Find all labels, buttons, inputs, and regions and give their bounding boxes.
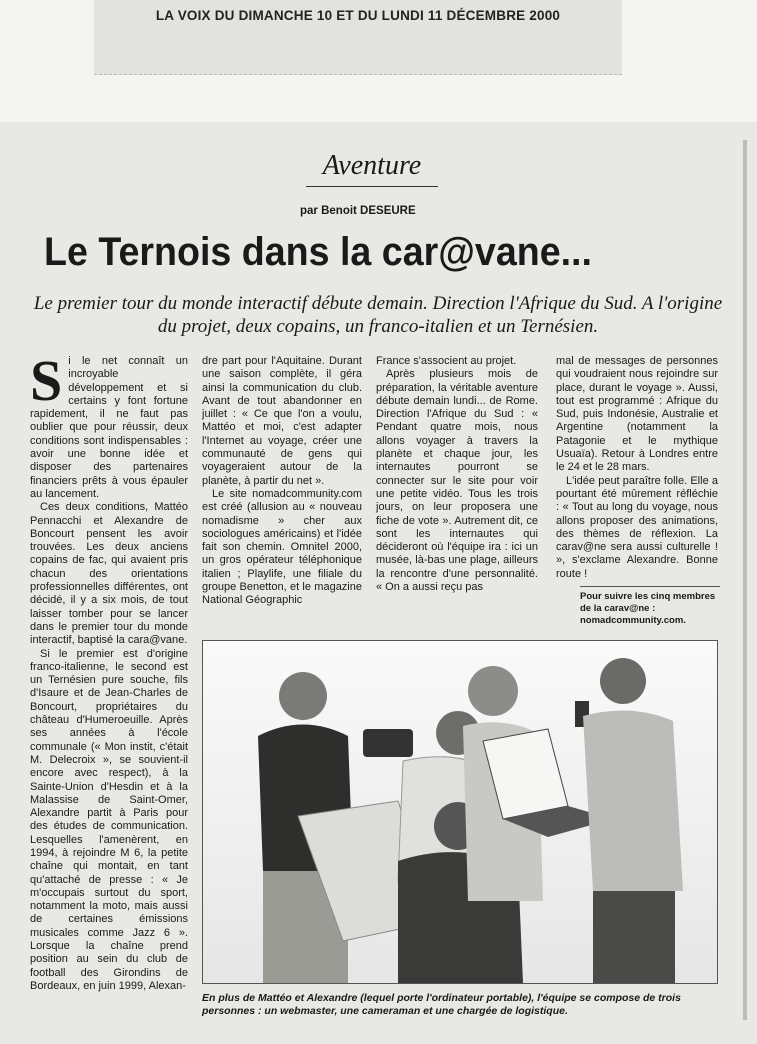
article-column-3 [376, 355, 538, 594]
article-column-1 [30, 348, 188, 993]
byline: par Benoit DESEURE [300, 205, 416, 217]
paragraph: Après plusieurs mois de préparation, la véritable aventure débute demain lundi... de Rome. Direction l'Afrique du Sud : « Pendant quatre mois, nous allons voyager à travers la planète et chaque jour, les internautes pourront se connecter sur le site pour voir une petite vidéo. Tous les trois jours, on leur proposera une fiche de vote ». Autrement dit, ce sont les internautes qui décideront où l'équipe ira : ici un musée, là-bas une plage, ailleurs la rencontre d'une personnalité. « On a aussi reçu pas [376, 368, 538, 594]
person-head [468, 666, 518, 716]
team-photo [202, 640, 718, 984]
headline: Le Ternois dans la car@vane... [44, 230, 592, 274]
video-camera-icon [363, 729, 413, 757]
clipping-edge [743, 140, 747, 1020]
dateline: LA VOIX DU DIMANCHE 10 ET DU LUNDI 11 DÉCEMBRE 2000 [155, 8, 561, 23]
person-head [600, 658, 646, 704]
paragraph: dre part pour l'Aquitaine. Durant une saison complète, il géra ainsi la communication du club. Avant de tout abandonner en juillet : « Ce que l'on a voulu, Mattéo et moi, c'est adapter l'Internet au voyage, créer une communauté de gens qui voyageraient autour de la planète, à partir du net ». [202, 355, 362, 487]
article-column-4 [556, 355, 718, 581]
person-torso [583, 711, 683, 891]
sidenote-rule [580, 586, 720, 587]
paragraph: Ces deux conditions, Mattéo Pennacchi et Alexandre de Boncourt pensent les avoir trouvées. Les deux anciens copains de fac, qui avaient pris chacun des orientations professionnelles différentes, ont décidé, il y a six mois, de tout laisser tomber pour se lancer dans le premier tour du monde interactif, baptisé la cara@vane. [30, 501, 188, 647]
team-photo-illustration [203, 641, 717, 983]
paragraph: Si le premier est d'origine franco-italienne, le second est un Ternésien pure souche, fils d'Isaure et de Jean-Charles de Boncourt, propriétaires du château d'Humeroeuille. Après ses années à l'école communale (« Mon instit, c'était M. Delecroix », se souvient-il encore avec respect), à la Sainte-Union d'Hesdin et à la Malassise de Saint-Omer, Alexandre partit à Paris pour des études de communication. Lesquelles l'amenèrent, en 1994, à rejoindre M 6, la petite chaîne qui montait, en tant qu'attaché de presse : « Je m'occupais surtout du sport, notamment la moto, mais aussi de certaines émissions musicales comme Jazz 6 ». Lorsque la chaîne prend position au sein du club de football des Girondins de Bordeaux, en juin 1999, Alexan- [30, 647, 188, 992]
person-head [279, 672, 327, 720]
paragraph [30, 348, 188, 501]
rubric-label: Aventure [306, 146, 438, 187]
standfirst: Le premier tour du monde interactif débute demain. Direction l'Afrique du Sud. A l'origine du projet, deux copains, un franco-italien et un Ternésien. [33, 293, 723, 337]
paragraph: mal de messages de personnes qui voudraient nous rejoindre sur place, durant le voyage ». Aussi, tout est programmé : Afrique du Sud, puis Indonésie, Australie et Argentine (notamment la Patagonie et le mythique Usuaïa). Retour à Londres entre le 24 et le 28 mars. [556, 355, 718, 474]
drop-cap: S [30, 348, 63, 413]
paragraph: France s'associent au projet. [376, 355, 517, 367]
paragraph: L'idée peut paraître folle. Elle a pourtant été mûrement réfléchie : « Tout au long du voyage, nous allons proposer des animations, des thèmes de réflexion. La carav@ne sera aussi culturelle ! », s'exclame Alexandre. Bonne route ! [556, 474, 718, 580]
paragraph-text: i le net connaît un incroyable développement et si certains y font fortune rapidement, il ne faut pas oublier que pour réussir, deux conditions sont indispensables : avoir une bonne idée et disposer des partenaires financiers prêts à vous épauler au lancement. [30, 355, 188, 500]
person-legs [593, 891, 675, 983]
article-column-2 [202, 355, 362, 608]
dateline-strip [94, 0, 622, 75]
sidenote: Pour suivre les cinq membres de la carav@ne : nomadcommunity.com. [580, 591, 716, 626]
photo-caption: En plus de Mattéo et Alexandre (lequel porte l'ordinateur portable), l'équipe se compose de trois personnes : un webmaster, une cameraman et une chargée de logistique. [202, 992, 681, 1017]
paragraph: Le site nomadcommunity.com est créé (allusion au « nouveau nomadisme » cher aux sociologues américains) et l'idée fait son chemin. Omnitel 2000, un gros opérateur téléphonique italien ; Playlife, une filiale du groupe Benetton, et le magazine National Géographic [202, 487, 362, 607]
